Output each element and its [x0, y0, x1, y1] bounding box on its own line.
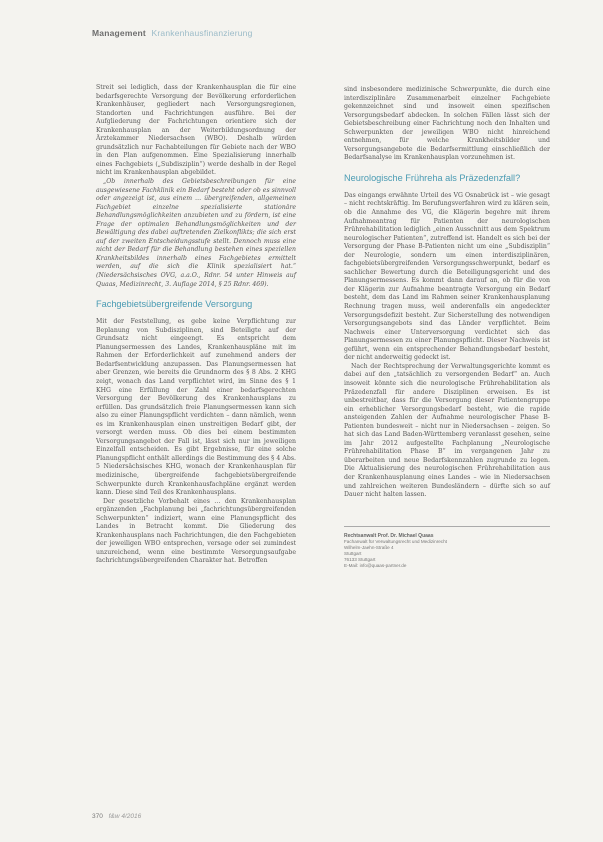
page-footer — [92, 813, 141, 820]
right-column — [344, 86, 550, 569]
author-line: Stuttgart — [344, 550, 362, 556]
right-paragraph-2: Das eingangs erwähnte Urteil des VG Osnabrück ist – wie gesagt – nicht rechtskräftig. Im Berufungsverfahren wird zu klären sein, ob die Annahme des VG, die Klägerin begehre mit ihrem Aufnahmeantrag für Patienten der neurologischen Frührehabilitation lediglich „einen Ausschnitt aus dem Spektrum neurologischer Patienten“, zutreffend ist. Handelt es sich bei der Versorgung der Phase B-Patienten nicht um eine „Subdisziplin“ der Neurologie, sondern um einen interdisziplinären, fachgebietsübergreifenden Versorgungsschwerpunkt, bedarf es sachlicher Bewertung durch die Beteiligungsgericht und des Planungsermessens. Es kommt dann darauf an, ob für die von der Klägerin zur Aufnahme beantragte Versorgung ein Bedarf besteht, dem das Land im Rahmen seiner Krankenhausplanung Rechnung tragen muss, weil anderenfalls ein angedeckter Versorgungsdefizit besteht. Zur Sicherstellung des notwendigen Versorgungsangebots sind das Länder verpflichtet. Beim Nachweis einer Unterversorgung verdichtet sich das Planungsermessen zu einer Planungspflicht. Dieser Nachweis ist geführt, wenn ein entsprechender Behandlungsbedarf besteht, der nicht anderweitig gedeckt ist. — [344, 191, 550, 362]
author-name: Rechtsanwalt Prof. Dr. Michael Quaas — [344, 532, 434, 539]
author-line: 76133 Stuttgart — [344, 556, 376, 562]
left-paragraph-2: Mit der Feststellung, es gebe keine Verpflichtung zur Beplanung von Subdisziplinen, sind Beteiligte auf der Grundsatz nicht eingeengt. Es entspricht dem Planungsermessen des Landes, Krankenhauspläne mit im Rahmen der Erforderlichkeit auf zunehmend anders der Bedarfsentwicklung anzupassen. Das Planungsermessen hat aber Grenzen, wie bereits die Grundnorm des § 8 Abs. 2 KHG zeigt, wonach das Land verpflichtet wird, im Sinne des § 1 KHG eine Erfüllung der Zahl einer bedarfsgerechten Versorgung der Bevölkerung des Krankenhausplans zu erfüllen. Das grundsätzlich freie Planungsermessen kann sich also zu einer Planungspflicht verdichten – dann nämlich, wenn es im Krankenhausplan einen unstreitigen Bedarf gibt, der versorgt werden muss. Ob dies bei einem bestimmten Versorgungsangebot der Fall ist, lässt sich nur im jeweiligen Einzelfall entscheiden. Es gibt Ergebnisse, für eine solche Planungspflicht enthält allerdings die Bestimmung des § 4 Abs. 5 Niedersächsisches KHG, wonach der Krankenhausplan für medizinische, übergreifende fachgebietsübergreifende Schwerpunkte durch Krankenhausfachpläne ergänzt werden kann. Diese sind Teil des Krankenhausplans. — [96, 318, 296, 497]
author-box — [344, 526, 550, 569]
magazine-issue: f&w 4/2016 — [108, 813, 142, 820]
left-column — [96, 84, 296, 566]
left-quote: „Ob innerhalb des Gebietsbeschreibungen für eine ausgewiesene Fachklinik ein Bedarf besteht oder ob es sinnvoll oder angezeigt ist, aus einem … übergreifenden, allgemeinen Fachgebiet einzelne spezialisierte stationäre Behandlungsmöglichkeiten anzubieten und zu fördern, ist eine Frage der optimalen Behandlungsmöglichkeiten und der Bewältigung des dabei auftretenden Zielkonflikts; die sich erst auf der zweiten Entscheidungsstufe stellt. Dennoch muss eine nicht der Bedarf für die Behandlung bestehen eines speziellen Krankheitsbildes innerhalb eines Fachgebietes ermittelt werden, auf die sich die Klinik spezialisiert hat.“ (Niedersächsisches OVG, a.a.O., Rdnr. 54 unter Hinweis auf Quaas, Medizinrecht, 3. Auflage 2014, § 25 Rdnr. 469). — [96, 178, 296, 288]
left-paragraph-3: Der gesetzliche Vorbehalt eines … den Krankenhausplan ergänzenden „Fachplanung bei „fachrichtungsübergreifenden Schwerpunkten“ indiziert, wann eine Planungspflicht des Landes in Betracht kommt. Die Gliederung des Krankenhausplans nach Fachrichtungen, die den Fachgebieten der jeweiligen WBO entsprechen, versage oder sei zumindest unzureichend, wenn eine bestimmte Versorgungsaufgabe fachrichtungsübergreifenden Charakter hat. Betroffen — [96, 497, 296, 565]
left-paragraph-1: Streit sei lediglich, dass der Krankenhausplan die für eine bedarfsgerechte Versorgung der Bevölkerung erforderlichen Krankenhäuser, gegliedert nach Versorgungsregionen, Standorten und Fachrichtungen ausführe. Bei der Aufgliederung der Fachrichtungen orientiere sich der Krankenhausplan an der Weiterbildungsordnung der Ärztekammer Niedersachsen (WBO). Deshalb würden grundsätzlich nur Fachabteilungen für Gebiete nach der WBO in den Plan aufgenommen. Eine Spezialisierung innerhalb eines Fachgebiets („Subdisziplin“) werde deshalb in der Regel nicht im Krankenhausplan abgebildet. — [96, 84, 296, 177]
page-number: 370 — [92, 813, 103, 820]
heading-fachgebiet: Fachgebietsübergreifende Versorgung — [96, 299, 253, 310]
header-section: Management — [92, 28, 146, 38]
author-line: Wilhelm-Jaehn-Straße 4 — [344, 544, 394, 550]
right-paragraph-3: Nach der Rechtsprechung der Verwaltungsgerichte kommt es dabei auf den „tatsächlich zu versorgenden Bedarf“ an. Auch insoweit könnte sich die neurologische Frührehabilitation als Präzedenzfall für andere Disziplinen erweisen. Es ist unbestreitbar, dass für die Versorgung dieser Patientengruppe ein erheblicher Versorgungsbedarf besteht, wie die rapide ansteigenden Zahlen der Aufnahme neurologischer Phase B-Patienten bundesweit – nicht nur in Niedersachsen – zeigen. So hat sich das Land Baden-Württemberg veranlasst gesehen, seine im Jahr 2012 aufgestellte Fachplanung „Neurologische Frührehabilitation Phase B“ im vergangenen Jahr zu überarbeiten und neue Bedarfskennzahlen zugrunde zu legen. Die Aktualisierung des neurologischen Frührehabilitation aus der Krankenhausplanung eines Landes – wie in Niedersachsen und zahlreichen weiteren Bundesländern – dürfte sich so auf Dauer nicht halten lassen. — [344, 362, 550, 499]
running-header — [92, 28, 253, 38]
author-line: E-Mail: info@quaas-partner.de — [344, 562, 407, 568]
author-line: Fachanwalt für Verwaltungsrecht und Medizinrecht — [344, 538, 447, 544]
right-paragraph-1: sind insbesondere medizinische Schwerpunkte, die durch eine interdisziplinäre Zusammenarbeit einzelner Fachgebiete gekennzeichnet sind und insoweit einen spezifischen Versorgungsbedarf abdecken. In solchen Fällen lässt sich der Gebietsbeschreibung einer Fachrichtung noch den Inhalten und Schwerpunkten der jeweiligen WBO nicht hinreichend entnehmen, für welche Krankheitsbilder und Versorgungsangebote die Bedarfsermittlung einschließlich der Bedarfsanalyse im Krankenhausplan vorzunehmen ist. — [344, 86, 550, 162]
header-subsection: Krankenhausfinanzierung — [151, 28, 253, 38]
heading-neuro: Neurologische Frühreha als Präzedenzfall? — [344, 172, 521, 183]
